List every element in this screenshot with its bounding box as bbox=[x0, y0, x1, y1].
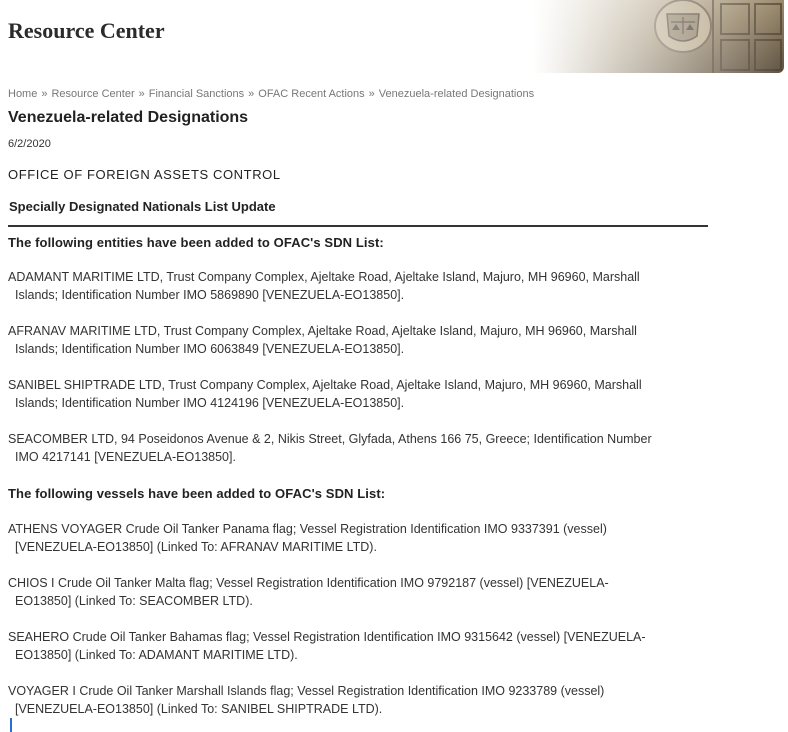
breadcrumb-resource-center[interactable]: Resource Center bbox=[51, 88, 135, 100]
vessel-entry bbox=[8, 628, 708, 664]
treasury-seal-image bbox=[533, 0, 784, 73]
entity-entry bbox=[8, 376, 708, 412]
entry-line-1: SANIBEL SHIPTRADE LTD, Trust Company Complex, Ajeltake Road, Ajeltake Island, Majuro, MH 96960, Marshall bbox=[8, 378, 642, 392]
vessel-entry bbox=[8, 574, 708, 610]
entry-line-1: SEACOMBER LTD, 94 Poseidonos Avenue & 2, Nikis Street, Glyfada, Athens 166 75, Greece; Identification Number bbox=[8, 432, 652, 446]
entry-line-2: [VENEZUELA-EO13850] (Linked To: SANIBEL SHIPTRADE LTD). bbox=[15, 702, 383, 716]
breadcrumb-separator: » bbox=[41, 88, 48, 100]
page-title: Venezuela-related Designations bbox=[8, 109, 249, 126]
entry-line-2: IMO 4217141 [VENEZUELA-EO13850]. bbox=[15, 450, 236, 464]
entity-entry bbox=[8, 268, 708, 304]
text-cursor bbox=[10, 718, 12, 732]
entity-entry bbox=[8, 322, 708, 358]
entry-line-2: Islands; Identification Number IMO 4124196 [VENEZUELA-EO13850]. bbox=[15, 396, 405, 410]
breadcrumb-home[interactable]: Home bbox=[8, 88, 38, 100]
treasury-seal-banner bbox=[533, 0, 784, 73]
breadcrumb-current: Venezuela-related Designations bbox=[378, 88, 535, 100]
entry-line-1: CHIOS I Crude Oil Tanker Malta flag; Vessel Registration Identification IMO 9792187 (vessel) [VENEZUELA- bbox=[8, 576, 609, 590]
vessel-entry bbox=[8, 520, 708, 556]
header-title: Resource Center bbox=[8, 18, 165, 43]
vessels-heading: The following vessels have been added to OFAC's SDN List: bbox=[8, 486, 386, 501]
divider-rule bbox=[8, 225, 708, 227]
breadcrumb-separator: » bbox=[368, 88, 375, 100]
entry-line-1: AFRANAV MARITIME LTD, Trust Company Complex, Ajeltake Road, Ajeltake Island, Majuro, MH 96960, Marshall bbox=[8, 324, 637, 338]
list-update-subheading: Specially Designated Nationals List Update bbox=[9, 199, 276, 214]
entry-line-2: Islands; Identification Number IMO 5869890 [VENEZUELA-EO13850]. bbox=[15, 288, 405, 302]
entry-line-1: VOYAGER I Crude Oil Tanker Marshall Islands flag; Vessel Registration Identification IMO 9233789 (vessel) bbox=[8, 684, 605, 698]
vessel-entry bbox=[8, 682, 708, 718]
breadcrumb-separator: » bbox=[138, 88, 145, 100]
entry-line-2: EO13850] (Linked To: SEACOMBER LTD). bbox=[15, 594, 253, 608]
page-header bbox=[0, 0, 788, 76]
entry-line-2: EO13850] (Linked To: ADAMANT MARITIME LTD). bbox=[15, 648, 298, 662]
entry-line-1: ADAMANT MARITIME LTD, Trust Company Complex, Ajeltake Road, Ajeltake Island, Majuro, MH 96960, Marshall bbox=[8, 270, 640, 284]
breadcrumb bbox=[8, 88, 534, 100]
office-heading: OFFICE OF FOREIGN ASSETS CONTROL bbox=[8, 167, 281, 182]
entry-line-1: ATHENS VOYAGER Crude Oil Tanker Panama flag; Vessel Registration Identification IMO 9337391 (vessel) bbox=[8, 522, 607, 536]
entry-line-2: [VENEZUELA-EO13850] (Linked To: AFRANAV MARITIME LTD). bbox=[15, 540, 377, 554]
entities-heading: The following entities have been added to OFAC's SDN List: bbox=[8, 235, 384, 250]
entry-line-2: Islands; Identification Number IMO 6063849 [VENEZUELA-EO13850]. bbox=[15, 342, 405, 356]
entry-line-1: SEAHERO Crude Oil Tanker Bahamas flag; Vessel Registration Identification IMO 9315642 (vessel) [VENEZUELA- bbox=[8, 630, 646, 644]
publish-date: 6/2/2020 bbox=[8, 138, 51, 150]
breadcrumb-ofac-recent-actions[interactable]: OFAC Recent Actions bbox=[258, 88, 365, 100]
entity-entry bbox=[8, 430, 708, 466]
breadcrumb-financial-sanctions[interactable]: Financial Sanctions bbox=[148, 88, 245, 100]
breadcrumb-separator: » bbox=[248, 88, 255, 100]
